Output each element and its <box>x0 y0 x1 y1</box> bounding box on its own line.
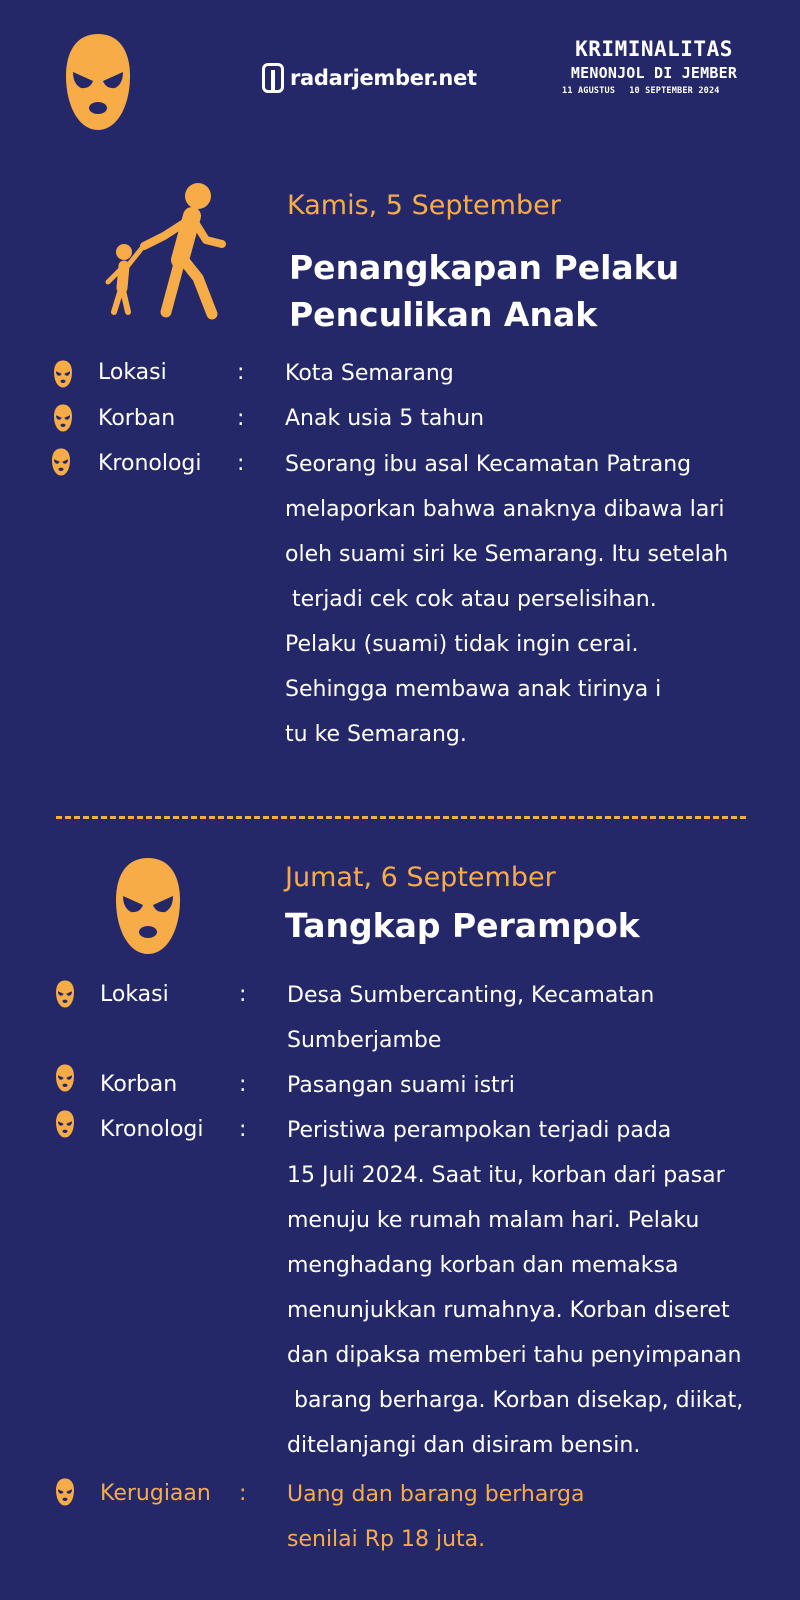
section1-title-line: Penangkapan Pelaku <box>289 248 680 287</box>
row-label: Kerugiaan <box>100 1481 211 1506</box>
section1-title <box>289 244 679 338</box>
value-line: Seorang ibu asal Kecamatan Patrang <box>285 452 692 477</box>
value-line: ditelanjangi dan disiram bensin. <box>287 1433 641 1458</box>
row-label: Korban <box>100 1072 178 1097</box>
row-value <box>287 1108 743 1468</box>
balaclava-mask-icon <box>62 32 134 132</box>
value-line: menuju ke rumah malam hari. Pelaku <box>287 1208 700 1233</box>
value-line: Peristiwa perampokan terjadi pada <box>287 1118 672 1143</box>
row-label: Kronologi <box>100 1117 204 1142</box>
date-range <box>554 84 754 98</box>
value-line: Kota Semarang <box>285 361 454 386</box>
mask-bullet-icon <box>54 1064 76 1092</box>
title-line-1: KRIMINALITAS <box>575 37 733 61</box>
value-line: Desa Sumbercanting, Kecamatan <box>287 983 655 1008</box>
value-line: menunjukkan rumahnya. Korban diseret <box>287 1298 730 1323</box>
value-line: terjadi cek cok atau perselisihan. <box>285 587 657 612</box>
value-line: Anak usia 5 tahun <box>285 406 485 431</box>
brand-mark-icon <box>262 63 284 93</box>
value-line: senilai Rp 18 juta. <box>287 1527 486 1552</box>
value-line: Uang dan barang berharga <box>287 1482 585 1507</box>
section2-title: Tangkap Perampok <box>285 906 640 945</box>
date-to: 10 SEPTEMBER 2024 <box>629 86 720 96</box>
row-colon: : <box>237 360 245 385</box>
value-line: tu ke Semarang. <box>285 722 467 747</box>
value-line: oleh suami siri ke Semarang. Itu setelah <box>285 542 729 567</box>
row-colon: : <box>239 1481 247 1506</box>
value-line: menghadang korban dan memaksa <box>287 1253 679 1278</box>
row-label: Lokasi <box>98 360 167 385</box>
section1-title-line: Penculikan Anak <box>289 295 598 334</box>
mask-bullet-icon <box>54 1478 76 1506</box>
value-line: Pelaku (suami) tidak ingin cerai. <box>285 632 639 657</box>
row-colon: : <box>239 1072 247 1097</box>
date-from: 11 AGUSTUS <box>562 86 616 96</box>
row-colon: : <box>237 451 245 476</box>
value-line: dan dipaksa memberi tahu penyimpanan <box>287 1343 742 1368</box>
value-line: 15 Juli 2024. Saat itu, korban dari pasar <box>287 1163 725 1188</box>
mask-bullet-icon <box>54 980 76 1008</box>
row-value <box>285 396 484 441</box>
row-value <box>285 442 728 757</box>
brand-name: radarjember.net <box>290 66 477 90</box>
section-divider <box>56 816 746 819</box>
row-value <box>287 1472 584 1562</box>
mask-bullet-icon <box>50 448 72 476</box>
infographic-title <box>554 36 754 98</box>
mask-bullet-icon <box>52 404 74 432</box>
row-label: Korban <box>98 406 176 431</box>
value-line: Pasangan suami istri <box>287 1073 515 1098</box>
brand-logo <box>262 60 477 96</box>
balaclava-mask-icon <box>112 856 184 956</box>
value-line: Sehingga membawa anak tirinya i <box>285 677 662 702</box>
row-label: Lokasi <box>100 982 169 1007</box>
row-colon: : <box>239 982 247 1007</box>
row-value <box>285 351 454 396</box>
row-label: Kronologi <box>98 451 202 476</box>
adult-walking-with-child-icon <box>100 182 232 322</box>
section1-date: Kamis, 5 September <box>287 190 561 221</box>
value-line: Sumberjambe <box>287 1028 442 1053</box>
value-line: barang berharga. Korban disekap, diikat, <box>287 1388 744 1413</box>
row-colon: : <box>239 1117 247 1142</box>
row-value <box>287 1063 515 1108</box>
row-colon: : <box>237 406 245 431</box>
value-line: melaporkan bahwa anaknya dibawa lari <box>285 497 725 522</box>
row-value <box>287 973 654 1063</box>
section2-date: Jumat, 6 September <box>285 862 556 893</box>
title-line-2: MENONJOL DI JEMBER <box>570 64 738 82</box>
mask-bullet-icon <box>52 360 74 388</box>
mask-bullet-icon <box>54 1110 76 1138</box>
